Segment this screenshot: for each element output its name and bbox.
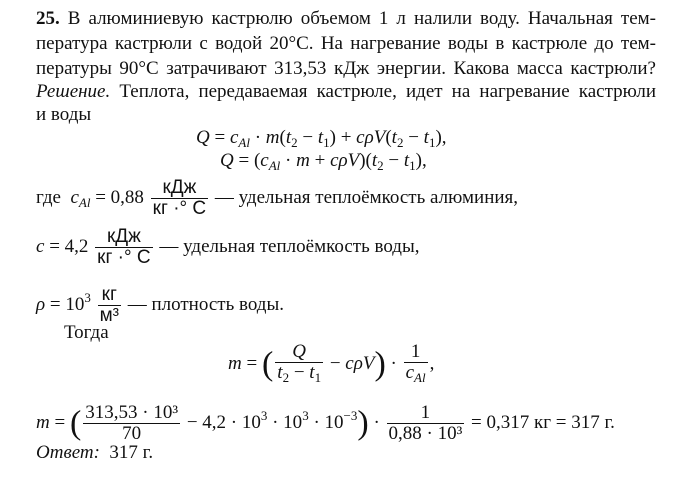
rho-unit — [98, 285, 121, 326]
solution-line-1 — [36, 81, 656, 103]
c-al-desc: — удельная теплоёмкость алюминия, — [214, 187, 519, 208]
problem-line-1 — [36, 8, 656, 30]
problem-line-2 — [36, 33, 656, 55]
problem-text-2: пература кастрюли с водой 20°С. На нагревание воды в кастрюле до тем- — [36, 33, 656, 54]
c-value: = 4,2 — [49, 236, 89, 257]
calc-inv-num: 1 — [387, 403, 465, 424]
rho-unit-num: кг — [98, 285, 121, 306]
constant-c-al: где $c_{Al} = 0,88$ $\frac{\text{кДж}}{кг \cdot^\circ С}$ — удельная теплоёмкость алюминия, — [36, 177, 519, 220]
formula-q2: $Q = (c_{Al} \cdot m + c\rho V)(t_2 - t_1)$, — [220, 150, 427, 173]
answer-value: 317 г. — [109, 442, 154, 463]
c-al-unit-num: кДж — [151, 178, 208, 199]
answer-line — [36, 442, 153, 464]
c-al-unit — [151, 178, 208, 219]
problem-line-3 — [36, 58, 656, 80]
constant-rho: $\rho = 10^3$ $\frac{кг}{\text{м³}}$ — плотность воды. — [36, 284, 284, 327]
then-line — [64, 322, 109, 344]
problem-number: 25. — [36, 8, 60, 29]
c-desc: — удельная теплоёмкость воды, — [159, 236, 420, 257]
rho-value: = 10 — [49, 294, 85, 315]
c-al-unit-den: кг ·° С — [152, 198, 207, 220]
rho-unit-den: м³ — [99, 305, 119, 327]
calc-inv-den: 0,88 · 10³ — [388, 423, 463, 445]
problem-text-3: пературы 90°С затрачивают 313,53 кДж энергии. Какова масса кастрюли? — [36, 58, 656, 79]
problem-text-1: В алюминиевую кастрюлю объемом 1 л налили воду. Начальная тем- — [67, 8, 656, 29]
formula-m: m = ( $\frac{Q}{t_2 - t_1}$ − cρV) · $\frac{1}{c_{Al}}$ , — [228, 338, 434, 390]
c-al-value: = 0,88 — [95, 187, 144, 208]
m-frac: $\frac{Q}{t_2 - t_1}$ — [277, 340, 322, 385]
solution-label: Решение. — [36, 81, 111, 102]
c-unit-num: кДж — [95, 227, 152, 248]
calc-num: 313,53 · 10³ — [85, 402, 179, 424]
answer-label: Ответ: — [36, 442, 100, 463]
calc-inv-frac — [387, 403, 465, 444]
m-inv-num: 1 — [404, 342, 428, 363]
formula-q1: $Q = c_{Al} \cdot m(t_2 - t_1) + c\rho V(t_2 - t_1)$, — [196, 127, 447, 150]
solution-intro-b: и воды — [36, 104, 92, 125]
calc-result: = 0,317 кг = 317 г. — [471, 412, 615, 433]
solution-intro-a: Теплота, передаваемая кастрюле, идет на нагревание кастрюли — [119, 81, 657, 102]
calc-frac — [83, 403, 180, 444]
m-inv-frac: $\frac{1}{c_{Al}}$ — [405, 340, 426, 385]
where-label: где — [36, 187, 61, 208]
c-unit-den: кг ·° С — [97, 247, 151, 269]
rho-desc: — плотность воды. — [127, 294, 284, 315]
c-unit — [95, 227, 152, 268]
rho-exp: 3 — [84, 290, 91, 305]
formula-calc: m = ( $\frac{\text{313,53 · 10³}}{70}$ − $4,2 \cdot 10^3 \cdot 10^3 \cdot 10^{-3}$) · $\frac{1}{\text{0,88 · 10³}}$ = 0,317 кг = 317 г. — [36, 402, 615, 445]
then-label: Тогда — [64, 322, 109, 343]
calc-den: 70 — [122, 423, 142, 445]
solution-line-2 — [36, 104, 91, 126]
constant-c: c = 4,2 $\frac{\text{кДж}}{кг \cdot^\circ С}$ — удельная теплоёмкость воды, — [36, 226, 420, 269]
